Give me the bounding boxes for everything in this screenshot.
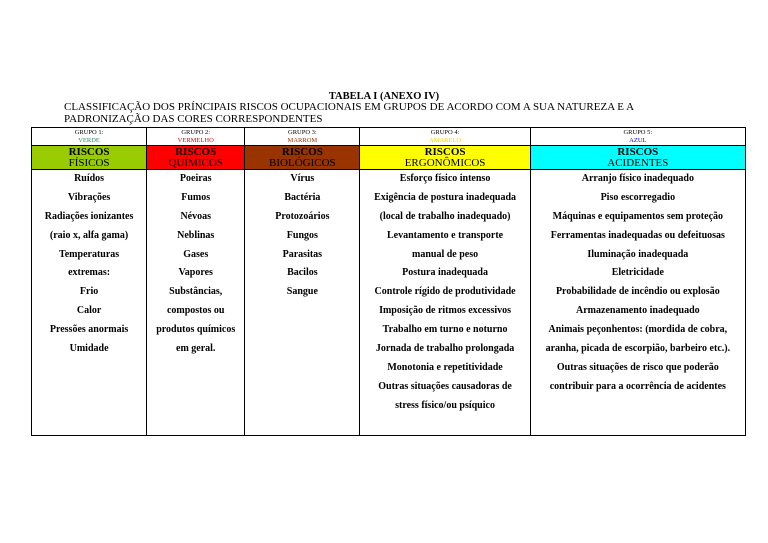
risk-item: Iluminação inadequada [587, 248, 689, 260]
group-2-label: GRUPO 2: [181, 129, 211, 136]
risk-item: produtos químicos [156, 324, 236, 336]
risk-item: Substâncias, [169, 286, 223, 298]
risk-classification-table [31, 127, 746, 436]
risk-item: Névoas [180, 210, 211, 222]
biological-risks-list [245, 170, 360, 436]
risk-item: extremas: [68, 267, 111, 279]
risk-item: compostos ou [166, 305, 225, 317]
risk-item: (local de trabalho inadequado) [379, 210, 511, 222]
risk-item: Vírus [290, 173, 315, 184]
risk-item: Imposição de ritmos excessivos [379, 305, 512, 317]
risk-item: Neblinas [177, 229, 215, 241]
table-title: TABELA I (ANEXO IV) [328, 91, 440, 102]
risk-item: Animais peçonhentos: (mordida de cobra, [548, 324, 728, 336]
header-biological-risks [245, 146, 360, 170]
risk-item: Poeiras [179, 173, 212, 184]
risk-item: Fungos [286, 229, 318, 241]
risk-item: Jornada de trabalho prolongada [375, 343, 515, 355]
header-line2: ACIDENTES [607, 156, 669, 169]
risk-item: (raio x, alfa gama) [49, 229, 129, 241]
risk-item: Outras situações de risco que poderão [556, 361, 719, 373]
risk-item: Outras situações causadoras de [378, 380, 512, 392]
group-5-label-cell [530, 128, 745, 146]
header-line1: RISCOS [617, 146, 659, 158]
group-1-label: GRUPO 1: [74, 129, 104, 136]
risk-item: Bactéria [284, 191, 321, 203]
group-1-color-name: VERDE [78, 136, 100, 144]
group-label-row [32, 128, 746, 146]
risk-item: Esforço físico intenso [399, 173, 491, 184]
header-physical-risks [32, 146, 147, 170]
risk-item: Máquinas e equipamentos sem proteção [552, 210, 724, 222]
risk-item: Radiações ionizantes [44, 210, 134, 222]
risk-header-row [32, 146, 746, 170]
risk-item: contribuir para a ocorrência de acidentes [549, 380, 726, 392]
risk-item: Frio [79, 286, 99, 298]
group-2-color-name: VERMELHO [177, 136, 214, 144]
risk-item: Probabilidade de incêndio ou explosão [555, 286, 720, 298]
risk-item: Exigência de postura inadequada [374, 191, 517, 203]
risk-item: Arranjo físico inadequado [581, 173, 694, 184]
risk-item: Trabalho em turno e noturno [382, 324, 508, 336]
risk-item: Ruídos [74, 173, 105, 184]
group-3-label-cell [245, 128, 360, 146]
risk-item: Vapores [178, 267, 213, 279]
group-4-label: GRUPO 4: [430, 129, 460, 136]
group-5-color-name: AZUL [629, 136, 647, 144]
ergonomic-risks-list [360, 170, 530, 436]
risk-item: Protozoários [275, 210, 330, 222]
risk-item: Postura inadequada [402, 267, 488, 279]
header-accident-risks [530, 146, 745, 170]
group-4-label-cell [360, 128, 530, 146]
header-line2: FÍSICOS [68, 156, 110, 169]
header-ergonomic-risks [360, 146, 530, 170]
header-line1: RISCOS [68, 146, 110, 158]
risk-item: Parasitas [282, 248, 323, 260]
header-line2: BIOLÓGICOS [269, 156, 336, 169]
risk-item: Calor [76, 305, 102, 317]
risk-item: Ferramentas inadequadas ou defeituosas [550, 229, 725, 241]
group-1-label-cell [32, 128, 147, 146]
group-3-color-name: MARROM [287, 136, 318, 144]
header-line1: RISCOS [175, 146, 217, 158]
risk-item: Controle rígido de produtividade [374, 286, 516, 298]
risk-item: Piso escorregadio [600, 191, 676, 203]
risk-item: Monotonia e repetitividade [387, 361, 503, 373]
risk-item: Vibrações [67, 191, 111, 203]
group-2-label-cell [147, 128, 245, 146]
group-3-label: GRUPO 3: [288, 129, 317, 136]
risk-item: Temperaturas [58, 248, 120, 260]
chemical-risks-list [147, 170, 245, 436]
risk-item: Eletricidade [611, 267, 664, 279]
risk-items-row [32, 170, 746, 436]
risk-item: Levantamento e transporte [387, 229, 504, 241]
group-5-label: GRUPO 5: [623, 129, 653, 136]
risk-item: aranha, picada de escorpião, barbeiro etc.). [545, 343, 731, 355]
physical-risks-list [32, 170, 147, 436]
risk-item: Fumos [181, 191, 211, 203]
risk-item: manual de peso [411, 248, 479, 260]
header-line1: RISCOS [281, 146, 323, 158]
risk-item: Gases [183, 248, 209, 260]
header-line2: QUÍMICOS [168, 156, 223, 169]
header-line2: ERGONÔMICOS [404, 156, 486, 169]
accident-risks-list [530, 170, 745, 436]
header-line1: RISCOS [424, 146, 466, 158]
header-chemical-risks [147, 146, 245, 170]
risk-item: Bacilos [287, 267, 318, 279]
risk-item: stress físico/ou psíquico [395, 399, 495, 411]
risk-item: Sangue [286, 286, 318, 298]
risk-item: Umidade [69, 343, 109, 355]
table-subtitle: CLASSIFICAÇÃO DOS PRÍNCIPAIS RISCOS OCUPACIONAIS EM GRUPOS DE ACORDO COM A SUA NATUREZA E A PADRONIZAÇÃO DAS CORES CORRESPONDENTES [64, 101, 634, 125]
risk-item: Pressões anormais [49, 324, 129, 336]
risk-item: Armazenamento inadequado [576, 305, 700, 317]
risk-item: em geral. [176, 343, 216, 355]
group-4-color-name: AMARELO [428, 136, 462, 144]
